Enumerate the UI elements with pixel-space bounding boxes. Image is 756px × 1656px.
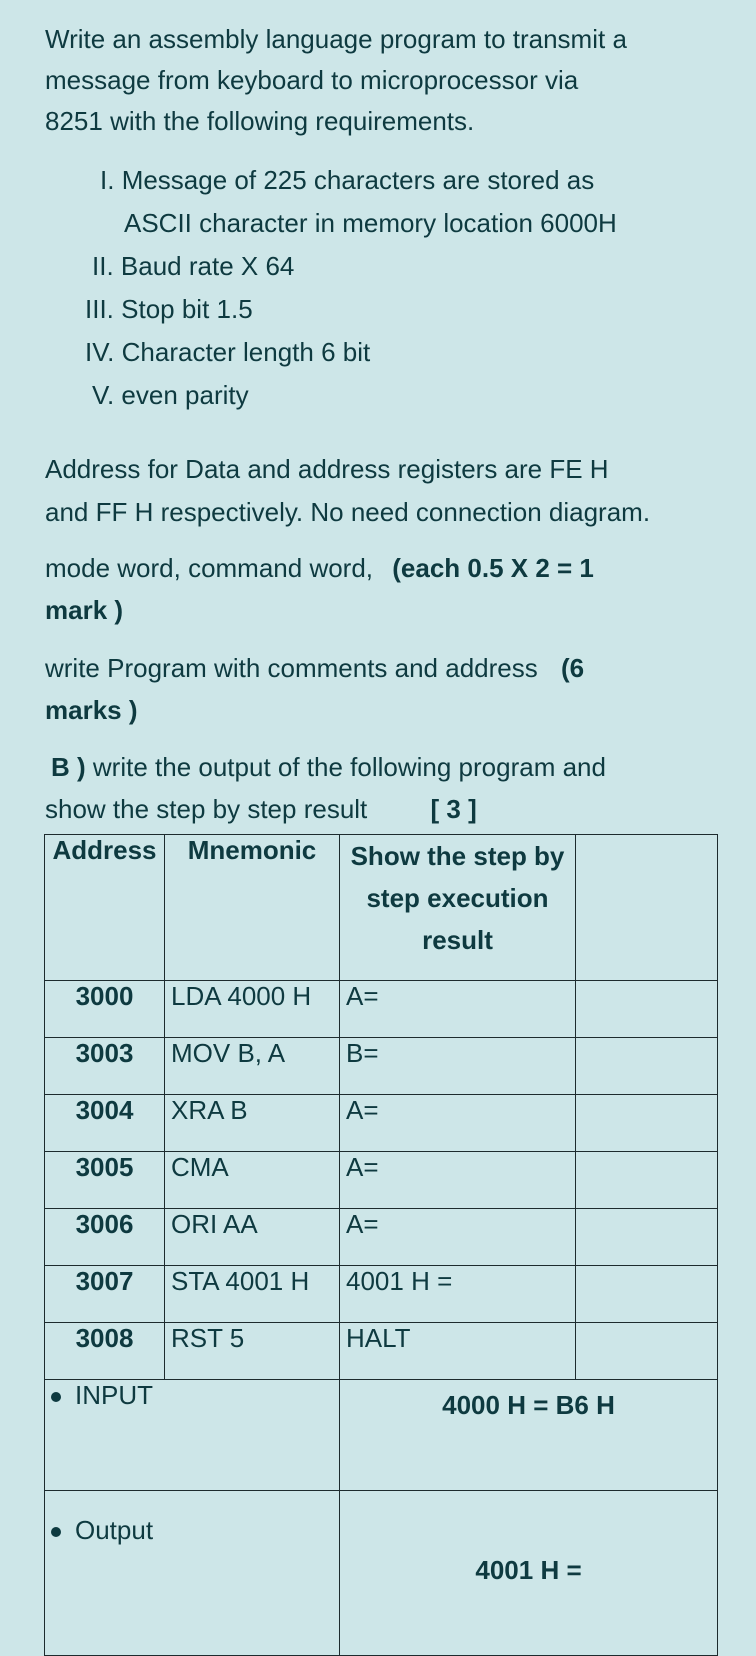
requirement-2-num: II. bbox=[92, 251, 114, 281]
table-row bbox=[45, 1038, 718, 1095]
requirement-1-num: I. bbox=[100, 165, 115, 195]
table-row bbox=[45, 1266, 718, 1323]
bullet-icon bbox=[51, 1527, 61, 1537]
requirement-5-num: V. bbox=[92, 380, 115, 410]
output-row bbox=[45, 1491, 718, 1656]
row-extra bbox=[576, 1095, 718, 1152]
requirement-3 bbox=[85, 294, 253, 324]
row-address: 3008 bbox=[45, 1323, 165, 1380]
requirement-4-num: IV. bbox=[85, 337, 115, 367]
mode-word-marks-cont: mark ) bbox=[45, 595, 124, 625]
row-result: B= bbox=[340, 1038, 576, 1095]
address-note-line-1: Address for Data and address registers are FE H bbox=[45, 454, 609, 484]
table-row bbox=[45, 981, 718, 1038]
row-address: 3003 bbox=[45, 1038, 165, 1095]
requirement-5 bbox=[92, 380, 249, 410]
requirement-3-text: Stop bit 1.5 bbox=[121, 294, 253, 324]
row-result: A= bbox=[340, 981, 576, 1038]
program-note-marks-cont: marks ) bbox=[45, 695, 138, 725]
part-b-marks: [ 3 ] bbox=[430, 794, 477, 824]
table-header-row bbox=[45, 835, 718, 981]
output-label: Output bbox=[75, 1515, 154, 1545]
requirement-4-text: Character length 6 bit bbox=[121, 337, 371, 367]
header-mnemonic: Mnemonic bbox=[165, 835, 340, 981]
output-value: 4001 H = bbox=[340, 1491, 718, 1656]
program-note-marks: (6 bbox=[560, 653, 585, 683]
row-result: HALT bbox=[340, 1323, 576, 1380]
program-table bbox=[44, 834, 718, 1656]
row-extra bbox=[576, 1266, 718, 1323]
table-row bbox=[45, 1152, 718, 1209]
row-address: 3005 bbox=[45, 1152, 165, 1209]
row-extra bbox=[576, 1152, 718, 1209]
intro-line-3: 8251 with the following requirements. bbox=[45, 106, 475, 136]
row-mnemonic: RST 5 bbox=[165, 1323, 340, 1380]
table-row bbox=[45, 1095, 718, 1152]
program-note-line bbox=[45, 653, 584, 683]
row-result: A= bbox=[340, 1095, 576, 1152]
row-address: 3007 bbox=[45, 1266, 165, 1323]
mode-word-line bbox=[45, 553, 594, 583]
intro-line-1: Write an assembly language program to transmit a bbox=[45, 24, 627, 54]
table-row bbox=[45, 1323, 718, 1380]
mode-word-text: mode word, command word, bbox=[45, 553, 374, 583]
requirement-1 bbox=[100, 165, 594, 195]
row-result: A= bbox=[340, 1209, 576, 1266]
row-result: 4001 H = bbox=[340, 1266, 576, 1323]
requirement-2 bbox=[92, 251, 294, 281]
part-b-text: write the output of the following program and bbox=[85, 752, 606, 782]
row-address: 3004 bbox=[45, 1095, 165, 1152]
requirement-2-text: Baud rate X 64 bbox=[120, 251, 295, 281]
row-extra bbox=[576, 1323, 718, 1380]
row-mnemonic: CMA bbox=[165, 1152, 340, 1209]
row-result: A= bbox=[340, 1152, 576, 1209]
row-extra bbox=[576, 981, 718, 1038]
row-mnemonic: LDA 4000 H bbox=[165, 981, 340, 1038]
address-note-line-2: and FF H respectively. No need connection diagram. bbox=[45, 497, 651, 527]
row-mnemonic: ORI AA bbox=[165, 1209, 340, 1266]
input-label: INPUT bbox=[75, 1380, 153, 1410]
input-cell bbox=[45, 1380, 340, 1491]
row-mnemonic: XRA B bbox=[165, 1095, 340, 1152]
part-b-text-2: show the step by step result bbox=[45, 794, 368, 824]
header-extra bbox=[576, 835, 718, 981]
program-note-text: write Program with comments and address bbox=[45, 653, 538, 683]
row-address: 3006 bbox=[45, 1209, 165, 1266]
row-mnemonic: MOV B, A bbox=[165, 1038, 340, 1095]
mode-word-marks: (each 0.5 X 2 = 1 bbox=[392, 553, 594, 583]
part-b-line bbox=[51, 752, 606, 782]
requirement-1-cont: ASCII character in memory location 6000H bbox=[124, 208, 617, 238]
part-b-label: B ) bbox=[51, 752, 86, 782]
input-row bbox=[45, 1380, 718, 1491]
requirement-5-text: even parity bbox=[121, 380, 249, 410]
requirement-1-text: Message of 225 characters are stored as bbox=[121, 165, 595, 195]
requirement-3-num: III. bbox=[85, 294, 114, 324]
output-cell bbox=[45, 1491, 340, 1656]
row-address: 3000 bbox=[45, 981, 165, 1038]
part-b-line-2 bbox=[45, 794, 477, 824]
intro-line-2: message from keyboard to microprocessor via bbox=[45, 65, 579, 95]
row-mnemonic: STA 4001 H bbox=[165, 1266, 340, 1323]
input-value: 4000 H = B6 H bbox=[340, 1380, 718, 1491]
header-result: Show the step by step execution result bbox=[340, 835, 576, 981]
row-extra bbox=[576, 1038, 718, 1095]
header-address: Address bbox=[45, 835, 165, 981]
requirement-4 bbox=[85, 337, 370, 367]
row-extra bbox=[576, 1209, 718, 1266]
table-row bbox=[45, 1209, 718, 1266]
bullet-icon bbox=[51, 1392, 61, 1402]
